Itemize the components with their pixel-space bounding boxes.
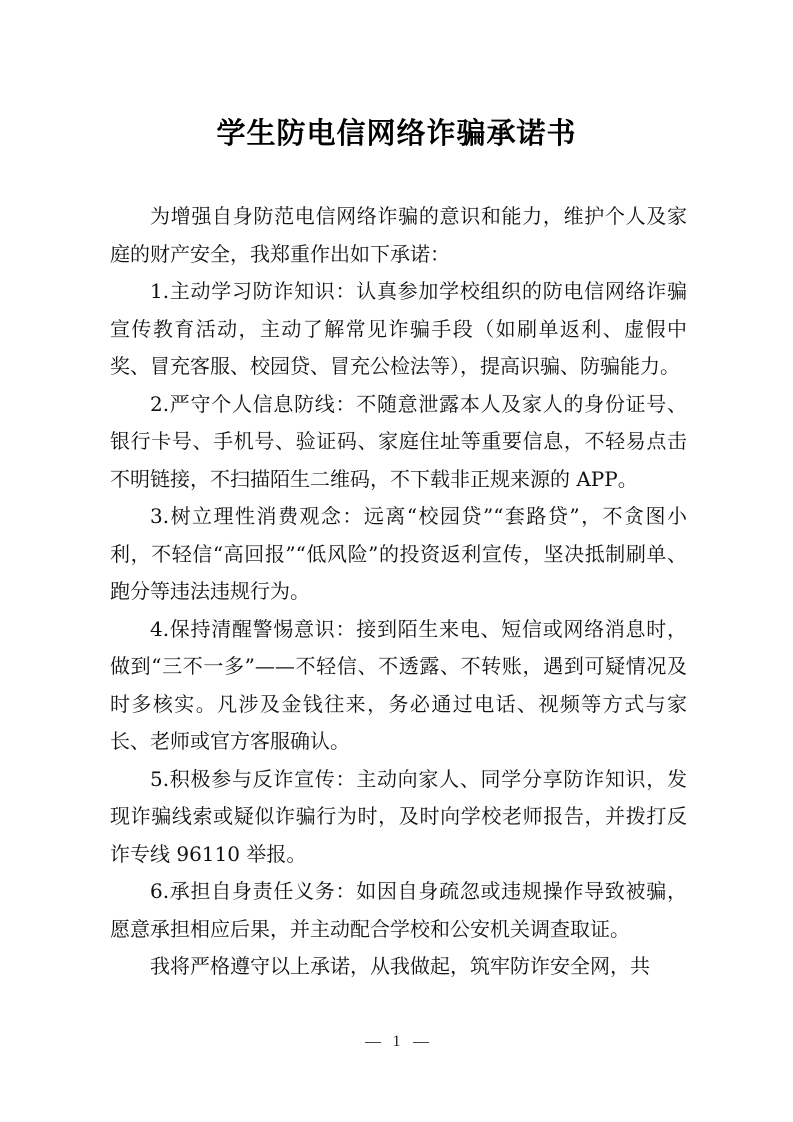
footer-dash-right [413,1042,429,1043]
pledge-item-1: 1.主动学习防诈知识：认真参加学校组织的防电信网络诈骗宣传教育活动，主动了解常见诈骗手段（如刷单返利、虚假中奖、冒充客服、校园贷、冒充公检法等），提高识骗、防骗能力。 [110,279,687,378]
pledge-item-6: 6.承担自身责任义务：如因自身疏忽或违规操作导致被骗，愿意承担相应后果，并主动配合学校和公安机关调查取证。 [110,879,687,941]
footer-dash-left [365,1042,381,1043]
page-footer [0,1033,793,1051]
pledge-item-3: 3.树立理性消费观念：远离“校园贷”“套路贷”，不贪图小利，不轻信“高回报”“低风险”的投资返利宣传，坚决抵制刷单、跑分等违法违规行为。 [110,504,687,603]
closing-paragraph: 我将严格遵守以上承诺，从我做起，筑牢防诈安全网，共 [150,954,650,978]
pledge-item-2: 2.严守个人信息防线：不随意泄露本人及家人的身份证号、银行卡号、手机号、验证码、家庭住址等重要信息，不轻易点击不明链接，不扫描陌生二维码，不下载非正规来源的 APP。 [110,391,687,491]
pledge-item-4: 4.保持清醒警惕意识：接到陌生来电、短信或网络消息时，做到“三不一多”——不轻信、不透露、不转账，遇到可疑情况及时多核实。凡涉及金钱往来，务必通过电话、视频等方式与家长、老师或官方客服确认。 [110,616,687,753]
pledge-item-5: 5.积极参与反诈宣传：主动向家人、同学分享防诈知识，发现诈骗线索或疑似诈骗行为时，及时向学校老师报告，并拨打反诈专线 96110 举报。 [110,766,687,866]
document-title: 学生防电信网络诈骗承诺书 [216,116,577,150]
page-number: 1 [392,1033,401,1050]
intro-paragraph: 为增强自身防范电信网络诈骗的意识和能力，维护个人及家庭的财产安全，我郑重作出如下承诺： [110,204,687,266]
document-body [110,198,687,986]
